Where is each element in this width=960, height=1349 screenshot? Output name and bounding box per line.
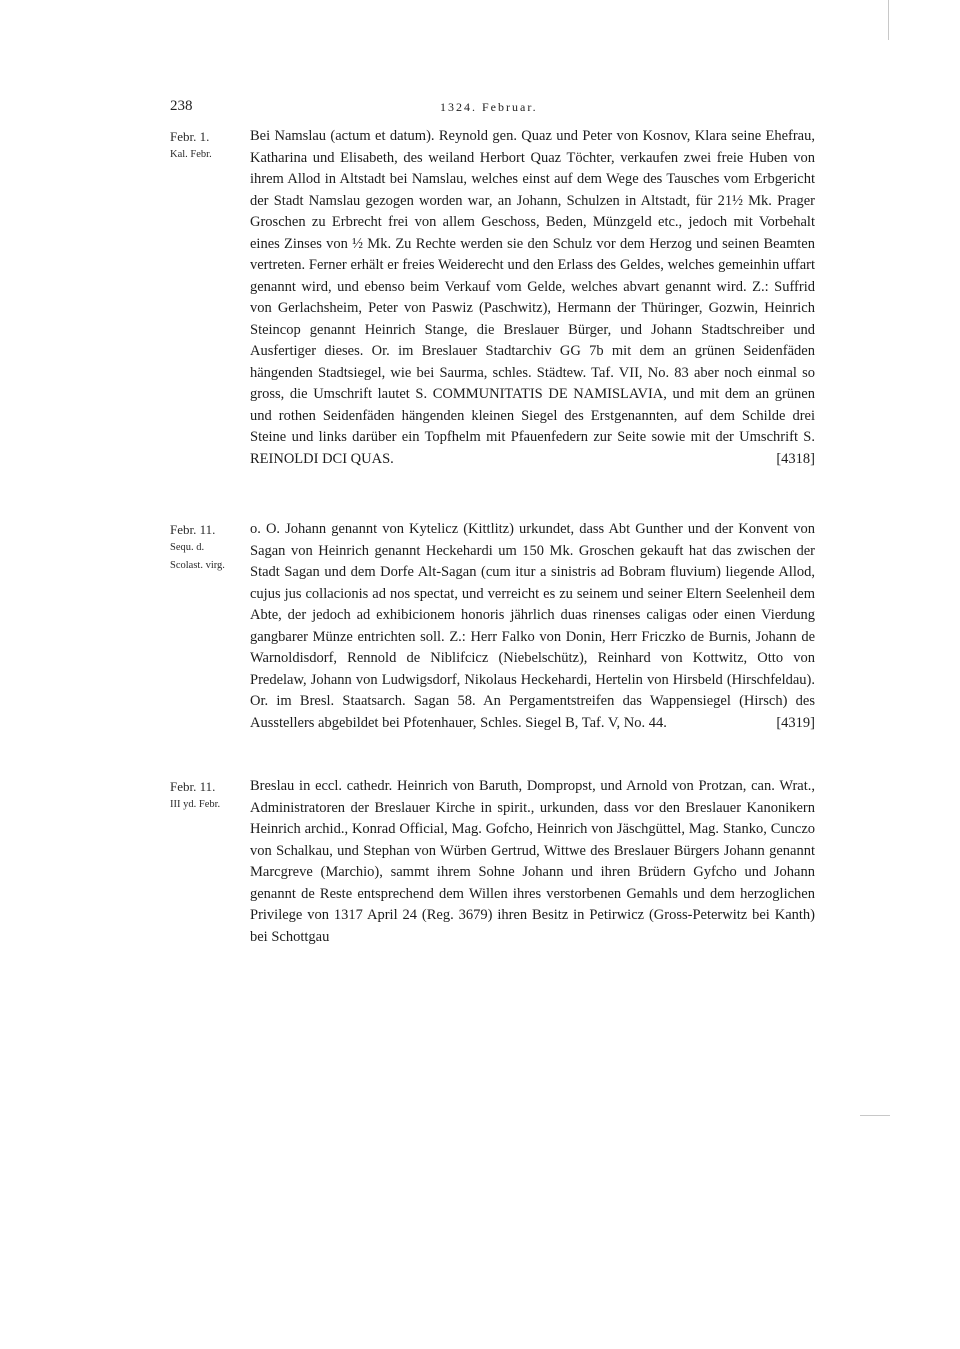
entry-text: Bei Namslau (actum et datum). Reynold gen. Quaz und Peter von Kosnov, Klara seine Ehefrau, Katharina und Elisabeth, des weiland Herbort Quaz Töchter, verkaufen zwei freie Huben von ihrem Allod in Altstadt bei Namslau, welches einst auf dem Wege des Tausches vom Erbgericht der Stadt Namslau gezogen worden war, an Johann, Schulzen in Altstadt, für 21½ Mk. Prager Groschen zu Erbrecht frei von allem Geschoss, Beden, Münzgeld etc., jedoch mit Vorbehalt eines Zinses von ½ Mk. Zu Rechte werden sie den Schulz vor dem Herzog und seinen Beamten vertreten. Ferner erhält er freies Weiderecht und den Erlass des Geldes, welches gemeinhin uffart genannt wird, und ebenso beim Verkauf vom Gelde, welches abvart genannt wird. Z.: Suffrid von Gerlachsheim, Peter von Paswiz (Paschwitz), Hermann der Thüringer, Gozwin, Heinrich Steincop genannt Heinrich Stange, die Breslauer Bürger, und Johann Stadtschreiber und Ausfertiger dieses. Or. im Breslauer Stadtarchiv GG 7b mit dem an grünen Seidenfäden hängenden Stadtsiegel, wie bei Saurma, schles. Städtew. Taf. VII, No. 83 aber noch einmal so gross, die Umschrift lautet S. COMMUNITATIS DE NAMISLAVIA, und mit dem an grünen und rothen Seidenfäden hängenden kleinen Siegel des Erstgenannten, auf dem Schilde drei Steine und links darüber ein Topfhelm mit Pfauenfedern zur Seite sowie mit der Umschrift S. REINOLDI DCI QUAS. [250,128,815,467]
entry-continuing [250,776,815,948]
margin-date-main: Febr. 1. [170,129,210,144]
margin-date-sub: III yd. Febr. [170,799,221,810]
running-head: 1324. Februar. [440,100,538,114]
page-header [170,98,820,122]
entry-reference: [4319] [776,714,815,731]
margin-date-entry-3 [170,778,250,814]
margin-date-4318 [170,128,250,164]
margin-date-main: Febr. 11. [170,779,216,794]
margin-date-sub: Kal. Febr. [170,149,212,160]
entry-text: Breslau in eccl. cathedr. Heinrich von Baruth, Dompropst, und Arnold von Protzan, can. Wrat., Administratoren der Breslauer Kirche in spirit., urkunden, dass vor den Breslauer Kanonikern Heinrich archid., Konrad Official, Mag. Gofcho, Heinrich von Jäschgüttel, Mag. Stanko, Cunczo von Schalkau, und Stephan von Würben Gertrud, Wittwe des Breslauer Bürgers Johann genannt Marcgreve (Marchio), sammt ihrem Sohne Johann und ihren Brüdern Gyfcho und Johann genannt de Reste entsprechend dem Willen ihres verstorbenen Gemahls und dem herzoglichen Privilege von 1317 April 24 (Reg. 3679) ihren Besitz in Petirwicz (Gross-Peterwitz bei Kanth) bei Schottgau [250,778,815,945]
margin-date-sub: Scolast. virg. [170,560,225,571]
entry-4319 [250,519,815,734]
entry-4318 [250,126,815,470]
margin-date-4319 [170,521,250,575]
page-number: 238 [170,98,193,114]
margin-date-sub: Sequ. d. [170,542,205,553]
scan-edge-mark [860,1115,890,1116]
scan-edge-mark [888,0,889,40]
entry-text: o. O. Johann genannt von Kytelicz (Kittlitz) urkundet, dass Abt Gunther und der Konvent von Sagan von Heinrich genannt Heckehardi um 150 Mk. Groschen gekauft hat das zwischen der Stadt Sagan und dem Dorfe Alt-Sagan (cum itur a sinistris ad Bobram fluvium) liegende Allod, cujus jus collacionis ad nos spectat, und verreicht es zu seinem und seiner Eltern Seelenheil dem Abte, der jedoch ad exhibicionem honoris jährlich duas rinenses caligas oder einen Vierdung gangbarer Münze entrichten soll. Z.: Herr Falko von Donin, Herr Friczko de Burnis, Johann de Warnoldisdorf, Rennold de Niblifcicz (Niebelschütz), Reinhard von Kottwitz, Otto von Predelaw, Johann von Ludwigsdorf, Nikolaus Heckehardi, Hertelin von Hirsbeld (Hirschfeldau). Or. im Bresl. Staatsarch. Sagan 58. An Pergamentstreifen das Wappensiegel (Hirsch) des Ausstellers abgebildet bei Pfotenhauer, Schles. Siegel B, Taf. V, No. 44. [250,521,815,731]
entry-reference: [4318] [776,450,815,467]
margin-date-main: Febr. 11. [170,522,216,537]
